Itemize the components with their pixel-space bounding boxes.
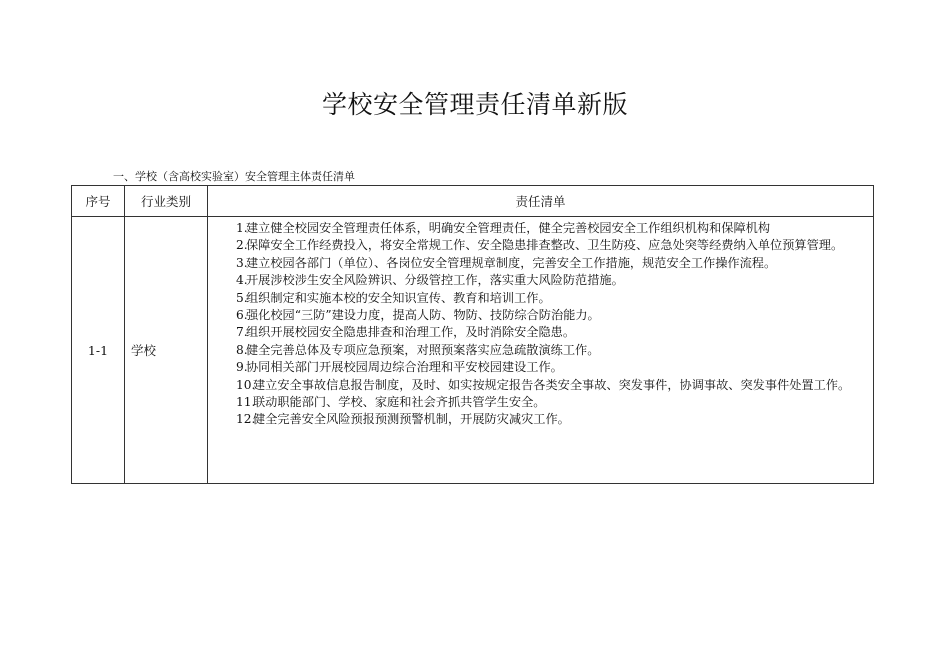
- item-text: 建立安全事故信息报告制度，及时、如实按规定报告各类安全事故、突发事件，协调事故、突发事件处置工作。: [253, 377, 851, 392]
- item-text: 协同相关部门开展校园周边综合治理和平安校园建设工作。: [246, 360, 563, 375]
- row-category: 学校: [125, 217, 208, 484]
- list-item: [236, 255, 869, 272]
- list-item: [236, 342, 869, 359]
- item-number: 5.: [236, 290, 248, 305]
- item-number: 9.: [236, 360, 248, 375]
- list-item: [236, 394, 869, 411]
- item-number: 12.: [236, 412, 256, 427]
- item-number: 6.: [236, 308, 248, 323]
- list-item: [236, 220, 869, 237]
- item-number: 4.: [236, 273, 248, 288]
- header-responsibilities: 责任清单: [208, 186, 874, 217]
- item-text: 建立校园各部门（单位）、各岗位安全管理规章制度，完善安全工作措施，规范安全工作操作流程。: [246, 255, 777, 270]
- responsibility-list: [236, 220, 869, 429]
- item-text: 健全完善安全风险预报预测预警机制，开展防灾减灾工作。: [253, 412, 570, 427]
- item-number: 10.: [236, 377, 256, 392]
- item-number: 1.: [236, 221, 248, 235]
- row-seq: 1-1: [72, 217, 125, 484]
- document-title: 学校安全管理责任清单新版: [321, 90, 628, 119]
- item-text: 强化校园“三防”建设力度，提高人防、物防、技防综合防治能力。: [246, 308, 600, 323]
- list-item: [236, 307, 869, 324]
- list-item: [236, 237, 869, 254]
- item-number: 11.: [236, 395, 256, 410]
- item-number: 7.: [236, 325, 248, 340]
- list-item: [236, 411, 869, 428]
- item-text: 组织开展校园安全隐患排查和治理工作，及时消除安全隐患。: [246, 325, 576, 340]
- item-text: 保障安全工作经费投入，将安全常规工作、安全隐患排查整改、卫生防疫、应急处突等经费纳入单位预算管理。: [246, 238, 844, 253]
- table-row: [72, 217, 874, 484]
- header-category: 行业类别: [125, 186, 208, 217]
- item-number: 8.: [236, 342, 248, 357]
- header-seq: 序号: [72, 186, 125, 217]
- item-number: 3.: [236, 255, 248, 270]
- section-heading: 一、学校（含高校实验室）安全管理主体责任清单: [113, 170, 355, 183]
- responsibility-table: [71, 185, 874, 484]
- item-text: 组织制定和实施本校的安全知识宣传、教育和培训工作。: [246, 290, 551, 305]
- item-text: 联动职能部门、学校、家庭和社会齐抓共管学生安全。: [253, 395, 546, 410]
- table-header-row: [72, 186, 874, 217]
- item-text: 健全完善总体及专项应急预案，对照预案落实应急疏散演练工作。: [246, 342, 600, 357]
- list-item: [236, 290, 869, 307]
- item-number: 2.: [236, 238, 248, 253]
- row-responsibilities: [208, 217, 874, 484]
- list-item: [236, 377, 869, 394]
- item-text: 建立健全校园安全管理责任体系，明确安全管理责任，健全完善校园安全工作组织机构和保障机构: [246, 221, 771, 235]
- list-item: [236, 324, 869, 341]
- list-item: [236, 359, 869, 376]
- list-item: [236, 272, 869, 289]
- item-text: 开展涉校涉生安全风险辨识、分级管控工作，落实重大风险防范措施。: [246, 273, 624, 288]
